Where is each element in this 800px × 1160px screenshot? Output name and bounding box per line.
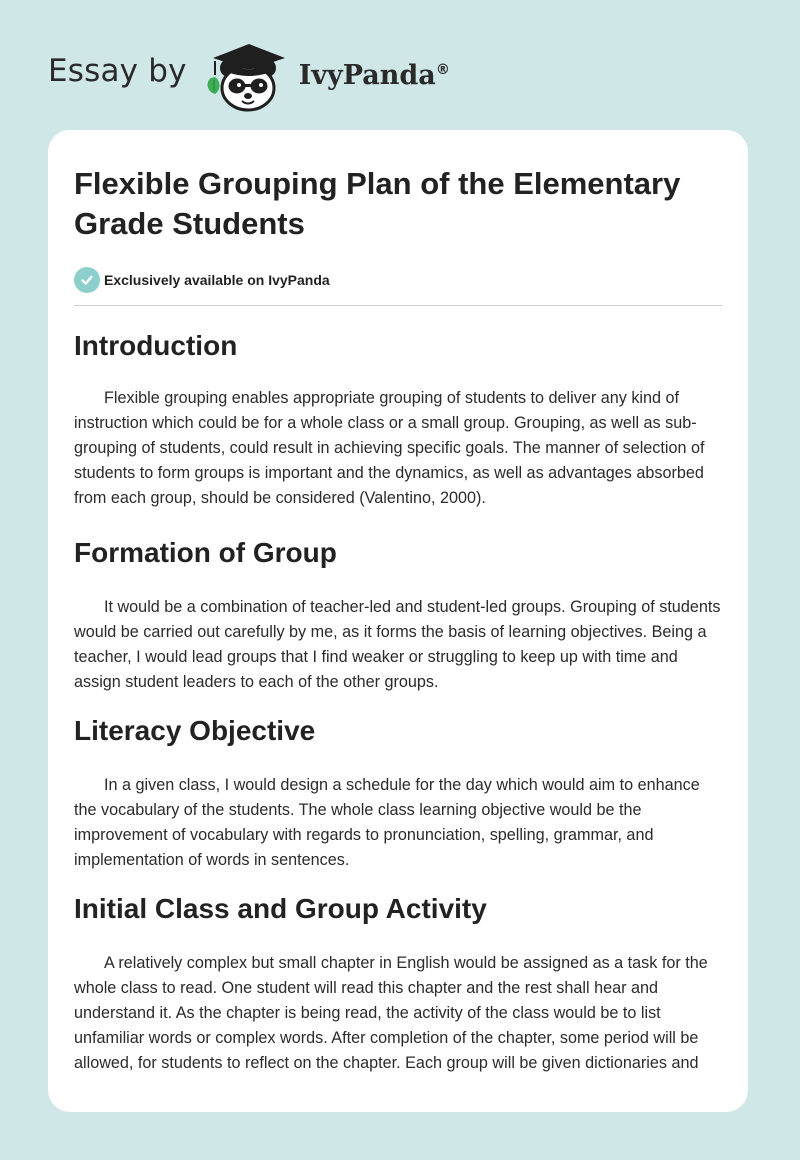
brand-name[interactable] [299,60,450,91]
essay-by-label: Essay by [48,53,187,89]
section-paragraph-literacy-objective: In a given class, I would design a schedule for the day which would aim to enhance the vocabulary of the students. The whole class learning objective would be the improvement of vocabulary with regards to pronunciation, spelling, grammar, and implementation of words in sentences. [74,776,700,869]
section-paragraph-formation-of-group: It would be a combination of teacher-led and student-led groups. Grouping of students would be carried out carefully by me, as it forms the basis of learning objectives. Being a teacher, I would lead groups that I find weaker or struggling to keep up with time and assign student leaders to each of the other groups. [74,598,721,691]
section-paragraph-introduction: Flexible grouping enables appropriate grouping of students to deliver any kind of instruction which could be for a whole class or a small group. Grouping, as well as sub-grouping of students, could result in achieving specific goals. The manner of selection of students to form groups is important and the dynamics, as well as advantages absorbed from each group, should be considered (Valentino, 2000). [74,389,705,507]
exclusive-notice [74,266,724,294]
essay-title: Flexible Grouping Plan of the Elementary Grade Students [74,166,681,241]
section-paragraph-initial-class-activity: A relatively complex but small chapter in English would be assigned as a task for the whole class to read. One student will read this chapter and the rest shall hear and understand it. As the chapter is being read, the activity of the class would be to list unfamiliar words or complex words. After completion of the chapter, some period will be allowed, for students to reflect on the chapter. Each group will be given dictionaries and [74,954,708,1072]
title-divider [74,305,722,306]
section-heading-initial-class-activity: Initial Class and Group Activity [74,893,487,924]
brand-name-text: IvyPanda [298,59,436,91]
section-heading-formation-of-group: Formation of Group [74,537,337,568]
exclusive-label: Exclusively available on IvyPanda [104,272,330,288]
registered-mark: ® [435,61,450,78]
section-heading-literacy-objective: Literacy Objective [74,715,316,746]
essay-card [48,130,748,1112]
check-badge-icon [74,267,100,293]
panda-graduate-logo-icon[interactable] [203,34,295,114]
site-header [48,34,450,114]
essay-content [74,164,724,1076]
checkmark-icon [80,273,94,287]
section-heading-introduction: Introduction [74,330,238,361]
